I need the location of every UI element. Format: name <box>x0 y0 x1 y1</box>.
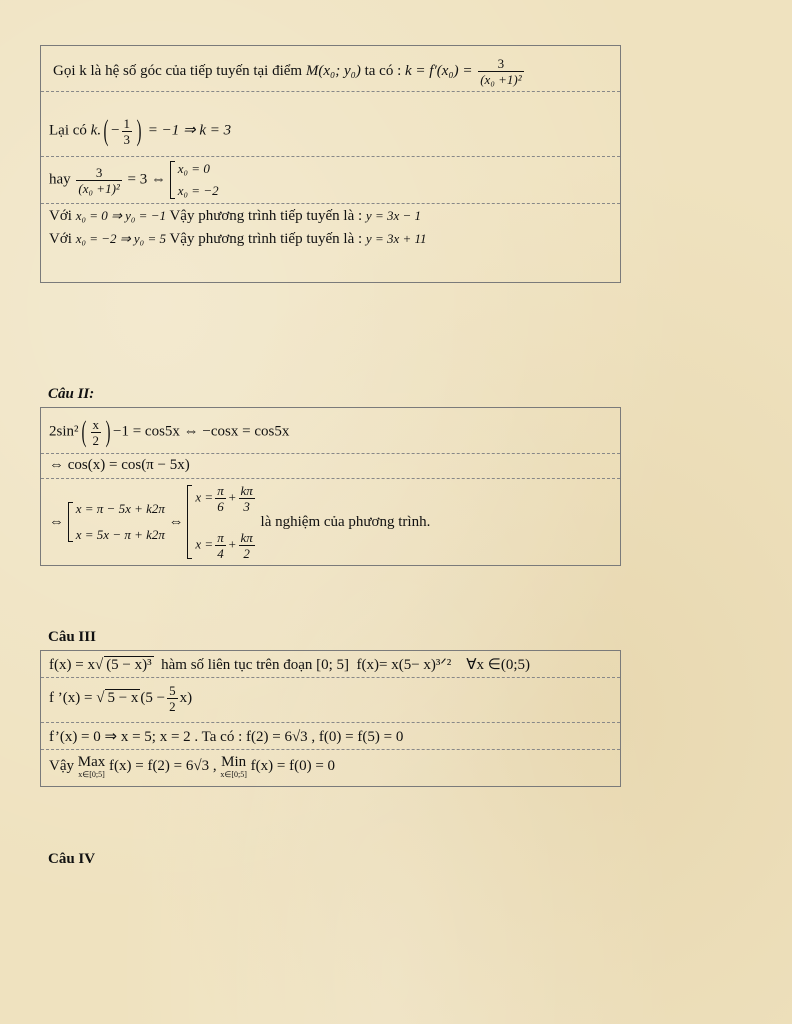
func-line-3: f’(x) = 0 ⇒ x = 5; x = 2 . Ta có : f(2) = 6√3 , f(0) = f(5) = 0 <box>49 729 404 745</box>
lai-co-text: Lại có <box>49 122 87 139</box>
k-result: = −1 ⇒ k = 3 <box>147 122 232 139</box>
trig-line-3: ⇔ x = π − 5x + k2π x = 5x − π + k2π ⇔ x = $\frac{\pi}{6}$ + $\frac{k\pi}{3}$ x = $\frac{\pi}{4}$ + $\frac{k\pi}{2}$ là nghiệm của phương trình. <box>49 483 431 561</box>
slope-definition-row <box>41 46 620 92</box>
trig-line-1: 2sin²( $\frac{x}{2}$ ) −1 = cos5x ⇔ −cosx = cos5x <box>49 415 290 448</box>
hay-text: hay <box>49 171 71 188</box>
system-2: x = $\frac{\pi}{6}$ + $\frac{k\pi}{3}$ x = $\frac{\pi}{4}$ + $\frac{k\pi}{2}$ <box>187 483 256 561</box>
ta-co-text: ta có : <box>364 62 402 79</box>
k-symbol: k. <box>90 122 102 139</box>
x-half-fraction: $\frac{x}{2}$ <box>92 416 100 448</box>
one-third-fraction: $\frac{1}{3}$ <box>123 115 131 147</box>
x0-solutions: x₀ = 0 x₀ = −2 <box>170 161 219 199</box>
equiv-text: = 3 ⇔ <box>127 171 167 188</box>
func-row-1 <box>41 651 620 678</box>
system-1: x = π − 5x + k2π x = 5x − π + k2π <box>68 501 165 543</box>
tangent-solution-box <box>40 45 621 283</box>
tangent-line-2: Với x₀ = −2 ⇒ y₀ = 5 Vậy phương trình tiếp tuyến là : y = 3x + 11 <box>49 231 427 247</box>
trig-solution-box <box>40 407 621 566</box>
cau-iii-heading: Câu III <box>48 629 96 645</box>
slope-formula: k = f′(x₀) = <box>405 62 473 79</box>
equation-row <box>41 157 620 204</box>
trig-row-1 <box>41 408 620 454</box>
trig-row-2 <box>41 454 620 479</box>
trig-line-2: ⇔ cos(x) = cos(π − 5x) <box>49 457 190 473</box>
slope-definition-line <box>53 56 526 87</box>
func-line-2: f ’(x) = √ 5 − x (5 − $\frac{5}{2}$ x) <box>49 683 193 714</box>
cos5x-equation: −1 = cos5x ⇔ −cosx = cos5x <box>113 423 290 440</box>
tangent-lines-row <box>41 204 620 282</box>
func-row-4 <box>41 750 620 786</box>
perpendicular-line: Lại có k.( − $\frac{1}{3}$ ) = −1 ⇒ k = 3 <box>49 114 232 147</box>
derivative-fraction: $\frac{3}{\text{(x₀ +1)²}}$ <box>480 56 522 87</box>
cau-iv-heading: Câu IV <box>48 851 96 867</box>
func-line-1: f(x) = x√ (5 − x)³ hàm số liên tục trên đoạn [0; 5] f(x)= x(5− x)³ᐟ² ∀x ∈(0;5) <box>49 657 531 673</box>
equation-fraction: $\frac{3}{\text{(x₀ +1)²}}$ <box>78 164 120 196</box>
point-m: M(x₀; y₀) <box>305 62 361 79</box>
slope-text: Gọi k là hệ số góc của tiếp tuyến tại điểm <box>53 62 303 79</box>
nghiem-text: là nghiệm của phương trình. <box>260 513 431 530</box>
cau-ii-heading: Câu II: <box>48 386 95 402</box>
perpendicular-row <box>41 92 620 157</box>
function-solution-box <box>40 650 621 787</box>
trig-row-3 <box>41 479 620 565</box>
equation-line <box>49 161 219 199</box>
func-row-2 <box>41 678 620 723</box>
func-line-4: Vậy Max x∈[0;5] f(x) = f(2) = 6√3 , Min x∈[0;5] f(x) = f(0) = 0 <box>49 754 336 779</box>
two-sin-squared: 2sin² <box>49 423 79 440</box>
func-row-3 <box>41 723 620 750</box>
tangent-line-1: Với x₀ = 0 ⇒ y₀ = −1 Vậy phương trình tiếp tuyến là : y = 3x − 1 <box>49 208 422 224</box>
